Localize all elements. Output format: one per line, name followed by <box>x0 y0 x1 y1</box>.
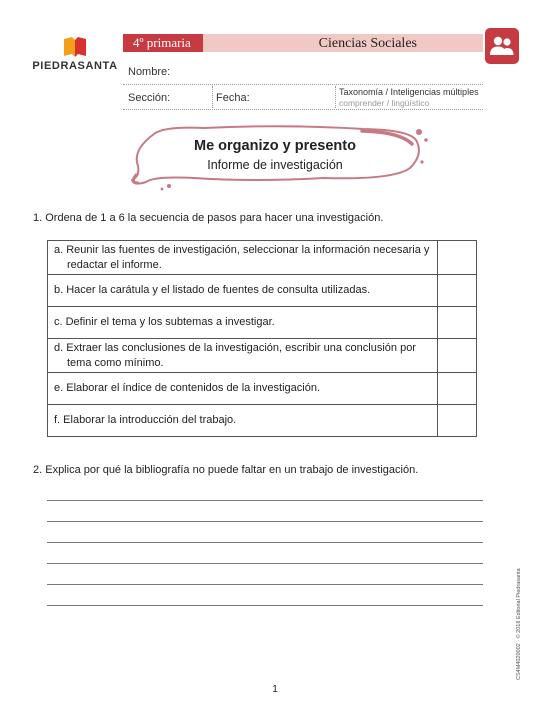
answer-line[interactable] <box>47 500 483 501</box>
step-line: c. Definir el tema y los subtemas a investigar. <box>54 316 275 328</box>
steps-table <box>47 240 477 437</box>
publisher-logo <box>30 36 120 72</box>
table-row <box>48 241 477 275</box>
people-icon <box>485 28 519 64</box>
date-label: Fecha: <box>216 92 250 104</box>
step-line: f. Elaborar la introducción del trabajo. <box>54 414 237 426</box>
step-text <box>48 275 438 307</box>
answer-line[interactable] <box>47 605 483 606</box>
question-2: 2. Explica por qué la bibliografía no puede faltar en un trabajo de investigación. <box>33 464 419 476</box>
answer-cell[interactable] <box>438 405 477 437</box>
table-row <box>48 307 477 339</box>
step-line: redactar el informe. <box>67 258 162 271</box>
answer-cell[interactable] <box>438 339 477 373</box>
step-text <box>48 373 438 405</box>
table-row <box>48 405 477 437</box>
step-line: a. Reunir las fuentes de investigación, seleccionar la información necesaria y <box>54 243 430 256</box>
step-line: d. Extraer las conclusiones de la investigación, escribir una conclusión por <box>54 341 416 354</box>
step-text <box>48 241 438 275</box>
publisher-name: PIEDRASANTA <box>32 60 118 72</box>
name-line[interactable] <box>123 84 483 85</box>
section-line <box>123 109 483 110</box>
subject-title: Ciencias Sociales <box>318 36 417 51</box>
taxonomy-value: comprender / lingüístico <box>339 98 430 108</box>
banner-title: Me organizo y presento <box>194 138 356 154</box>
answer-cell[interactable] <box>438 373 477 405</box>
step-line: e. Elaborar el índice de contenidos de la investigación. <box>54 382 321 394</box>
table-row <box>48 339 477 373</box>
table-row <box>48 275 477 307</box>
divider <box>212 86 213 108</box>
step-line: tema como mínimo. <box>67 356 164 369</box>
answer-line[interactable] <box>47 521 483 522</box>
grade-label: 4º primaria <box>123 34 203 52</box>
copyright-text: CS4M4020002 · © 2018 Editorial Piedrasanta <box>516 568 522 680</box>
section-label: Sección: <box>128 92 171 104</box>
answer-line[interactable] <box>47 542 483 543</box>
copyright-note <box>514 550 528 680</box>
answer-cell[interactable] <box>438 241 477 275</box>
taxonomy-title: Taxonomía / Inteligencias múltiples <box>339 87 479 97</box>
step-line: b. Hacer la carátula y el listado de fuentes de consulta utilizadas. <box>54 284 371 296</box>
page-number: 1 <box>272 684 278 695</box>
question-1: 1. Ordena de 1 a 6 la secuencia de pasos para hacer una investigación. <box>33 212 384 224</box>
answer-line[interactable] <box>47 563 483 564</box>
answer-line[interactable] <box>47 584 483 585</box>
answer-cell[interactable] <box>438 307 477 339</box>
table-row <box>48 373 477 405</box>
divider <box>335 86 336 108</box>
name-label: Nombre: <box>128 66 171 78</box>
book-logo-icon <box>62 36 88 58</box>
answer-cell[interactable] <box>438 275 477 307</box>
banner-subtitle: Informe de investigación <box>207 158 343 172</box>
step-text <box>48 307 438 339</box>
step-text <box>48 405 438 437</box>
bubble-frame <box>124 120 434 192</box>
step-text <box>48 339 438 373</box>
